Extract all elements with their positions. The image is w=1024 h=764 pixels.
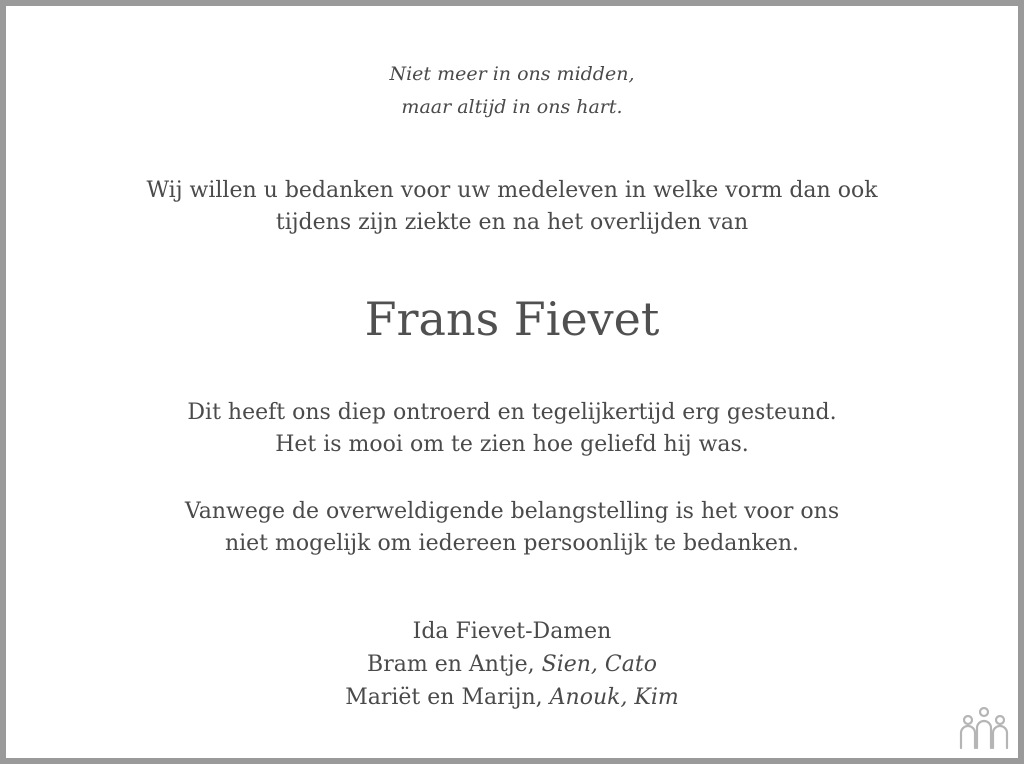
motto-line-2: maar altijd in ons hart. — [401, 96, 623, 118]
gratitude-paragraph — [6, 397, 1018, 461]
family-signature — [6, 615, 1018, 714]
grandchildren-names: Sien, Cato — [541, 652, 657, 677]
gratitude-line-2: Het is mooi om te zien hoe geliefd hij was. — [275, 432, 749, 457]
family-member-name: Ida Fievet-Damen — [412, 619, 612, 644]
family-people-icon — [958, 706, 1010, 750]
family-member-name: Bram en Antje, — [367, 652, 535, 677]
apology-line-1: Vanwege de overweldigende belangstelling is het voor ons — [184, 499, 840, 524]
gratitude-line-1: Dit heeft ons diep ontroerd en tegelijkertijd erg gesteund. — [187, 400, 837, 425]
family-line-1 — [6, 615, 1018, 648]
grandchildren-names: Anouk, Kim — [549, 685, 679, 710]
family-member-name: Mariët en Marijn, — [345, 685, 543, 710]
deceased-name: Frans Fievet — [364, 292, 660, 346]
apology-paragraph — [6, 496, 1018, 560]
motto — [6, 58, 1018, 124]
family-line-2 — [6, 648, 1018, 681]
thanks-line-2: tijdens zijn ziekte en na het overlijden van — [275, 210, 749, 235]
motto-line-1: Niet meer in ons midden, — [389, 63, 635, 85]
family-line-3 — [6, 681, 1018, 714]
apology-line-2: niet mogelijk om iedereen persoonlijk te bedanken. — [224, 531, 800, 556]
thanks-paragraph — [6, 175, 1018, 239]
thanks-line-1: Wij willen u bedanken voor uw medeleven in welke vorm dan ook — [146, 178, 878, 203]
